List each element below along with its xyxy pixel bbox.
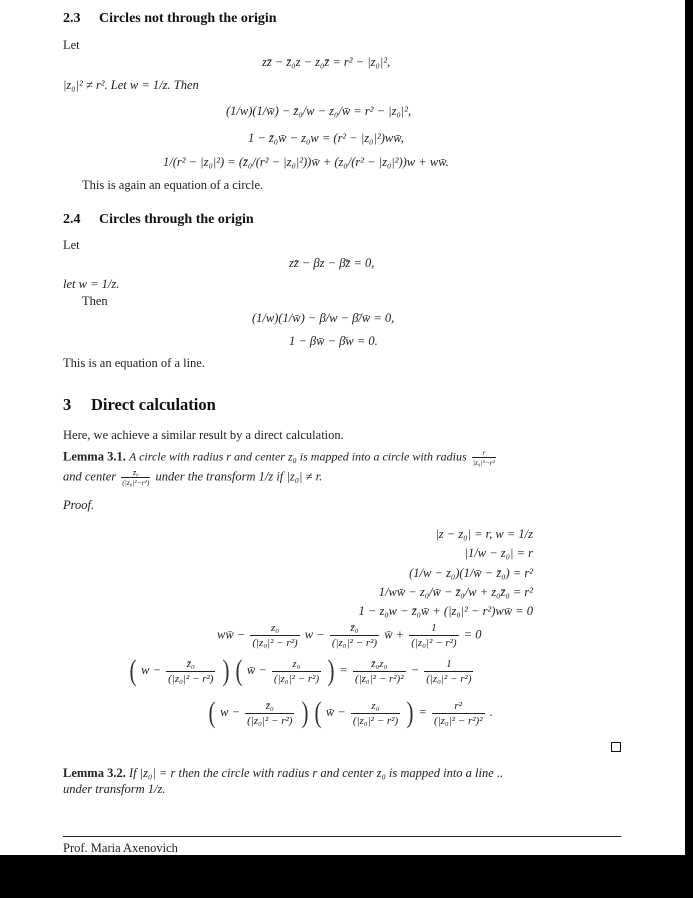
right-paren: ) — [327, 654, 335, 687]
fraction — [353, 658, 406, 685]
term: = 0 — [463, 627, 482, 642]
denominator: (|z₀|² − r²) — [273, 672, 320, 685]
lemma-statement-end: under the transform 1/z if |z₀| ≠ r. — [155, 469, 323, 484]
denominator: (|z₀|² − r²) — [411, 637, 457, 649]
numerator: z̄₀ — [166, 658, 215, 672]
lemma-label: Lemma 3.2. — [63, 766, 126, 780]
left-paren: ( — [235, 654, 243, 687]
equation-inverted: (1/w)(1/w̄) − z̄₀/w − z₀/w̄ = r² − |z₀|², — [226, 104, 412, 118]
equals: = — [418, 704, 427, 719]
section-number: 2.4 — [63, 212, 81, 227]
denominator: (|z₀|² − r²) — [168, 672, 214, 685]
lemma-statement: If |z₀| = r then the circle with radius r and center z₀ is mapped into a line .. — [128, 766, 504, 780]
fraction — [409, 622, 458, 649]
radius-fraction — [472, 448, 496, 467]
denominator: (|z₀|² − r²)² — [354, 672, 404, 685]
center-fraction — [121, 468, 150, 487]
proof-line-1: |z − z₀| = r, w = 1/z — [435, 527, 533, 541]
term: w − — [141, 662, 162, 677]
footer-author: Prof. Maria Axenovich — [63, 841, 178, 855]
left-paren: ( — [314, 696, 322, 729]
lemma-3-1-line1 — [63, 448, 498, 467]
denominator: (|z₀|² − r²) — [426, 672, 472, 685]
let-text: Let — [63, 38, 80, 52]
right-black-edge — [685, 0, 693, 855]
proof-line-8 — [207, 698, 493, 728]
left-paren: ( — [129, 654, 137, 687]
right-paren: ) — [301, 696, 309, 729]
numerator: r² — [432, 700, 485, 714]
section-title: Circles through the origin — [99, 212, 254, 227]
equation-expanded: 1 − z̄₀w̄ − z₀w = (r² − |z₀|²)ww̄, — [248, 131, 404, 145]
qed-square-icon — [611, 742, 621, 752]
fraction — [351, 700, 400, 727]
equals: = — [339, 662, 348, 677]
fraction — [432, 700, 485, 727]
numerator: z₀ — [351, 700, 400, 714]
lemma-label: Lemma 3.1. — [63, 449, 126, 464]
numerator: z₀ — [272, 658, 321, 672]
lemma-3-2-line2: under transform 1/z. — [63, 782, 166, 796]
center-denominator: (|z₀|²−r²) — [122, 478, 150, 487]
denominator: (|z₀|² − r²) — [247, 714, 293, 727]
numerator: z₀ — [250, 622, 299, 636]
term: w − — [304, 627, 325, 642]
conclusion-text: This is an equation of a line. — [63, 356, 205, 370]
section-number: 2.3 — [63, 11, 81, 26]
section-3-heading — [63, 395, 216, 415]
equation-circle-origin: zz̄ − βz − β̄z̄ = 0, — [289, 256, 375, 270]
proof-line-5: 1 − z₀w − z̄₀w̄ + (|z₀|² − r²)ww̄ = 0 — [358, 604, 533, 618]
equation-line: 1 − βw̄ − β̄w = 0. — [289, 334, 378, 348]
lemma-statement-cont: and center — [63, 469, 117, 484]
term: w̄ + — [384, 627, 405, 642]
conclusion-text: This is again an equation of a circle. — [82, 178, 264, 192]
numerator: z̄₀z₀ — [353, 658, 406, 672]
center-numerator: z̄₀ — [121, 468, 150, 478]
radius-denominator: |z₀|²−r² — [472, 458, 495, 467]
term: w̄ − — [246, 662, 267, 677]
footer-rule — [63, 836, 621, 837]
section-2-3-heading — [63, 11, 277, 27]
proof-line-2: |1/w − z₀| = r — [464, 546, 533, 560]
term: w̄ − — [325, 704, 346, 719]
fraction — [272, 658, 321, 685]
section-title: Circles not through the origin — [99, 11, 277, 26]
numerator: 1 — [424, 658, 473, 672]
denominator: (|z₀|² − r²) — [331, 637, 378, 649]
proof-label: Proof. — [63, 498, 95, 512]
proof-line-6 — [217, 622, 481, 649]
denominator: (|z₀|² − r²)² — [433, 714, 483, 727]
numerator: 1 — [409, 622, 458, 636]
proof-line-7 — [128, 656, 475, 686]
section-number: 3 — [63, 395, 72, 414]
lemma-3-1-line2 — [63, 468, 322, 487]
proof-line-3: (1/w − z₀)(1/w̄ − z̄₀) = r² — [409, 566, 533, 580]
intro-text: Here, we achieve a similar result by a direct calculation. — [63, 428, 344, 442]
then-text: Then — [82, 294, 108, 308]
fraction — [424, 658, 473, 685]
denominator: (|z₀|² − r²) — [352, 714, 399, 727]
equation-normalized: 1/(r² − |z₀|²) = (z̄₀/(r² − |z₀|²))w̄ + (z₀/(r² − |z₀|²))w + ww̄. — [163, 155, 449, 169]
let-text: Let — [63, 238, 80, 252]
condition-text: |z₀|² ≠ r². Let w = 1/z. Then — [63, 78, 199, 92]
lemma-3-2-line1 — [63, 766, 503, 781]
numerator: z̄₀ — [330, 622, 379, 636]
lemma-statement: A circle with radius r and center z₀ is mapped into a circle with radius — [128, 449, 467, 464]
left-paren: ( — [208, 696, 216, 729]
period: . — [489, 704, 493, 719]
fraction — [250, 622, 299, 649]
denominator: (|z₀|² − r²) — [252, 637, 298, 649]
let-w-text: let w = 1/z. — [63, 277, 120, 291]
term: ww̄ − — [217, 627, 246, 642]
numerator: z̄₀ — [245, 700, 294, 714]
term: w − — [220, 704, 241, 719]
proof-line-4: 1/ww̄ − z₀/w̄ − z̄₀/w + z₀z̄₀ = r² — [378, 585, 533, 599]
minus: − — [410, 662, 420, 677]
bottom-black-bar — [0, 855, 693, 898]
fraction — [245, 700, 294, 727]
radius-numerator: r — [472, 448, 496, 458]
fraction — [166, 658, 215, 685]
equation-inverted: (1/w)(1/w̄) − β/w − β̄/w̄ = 0, — [252, 311, 395, 325]
fraction — [330, 622, 379, 649]
equation-circle: zz̄ − z̄₀z − z₀z̄ = r² − |z₀|², — [262, 55, 391, 69]
section-title: Direct calculation — [91, 395, 216, 414]
right-paren: ) — [406, 696, 414, 729]
section-2-4-heading — [63, 212, 254, 228]
right-paren: ) — [222, 654, 230, 687]
